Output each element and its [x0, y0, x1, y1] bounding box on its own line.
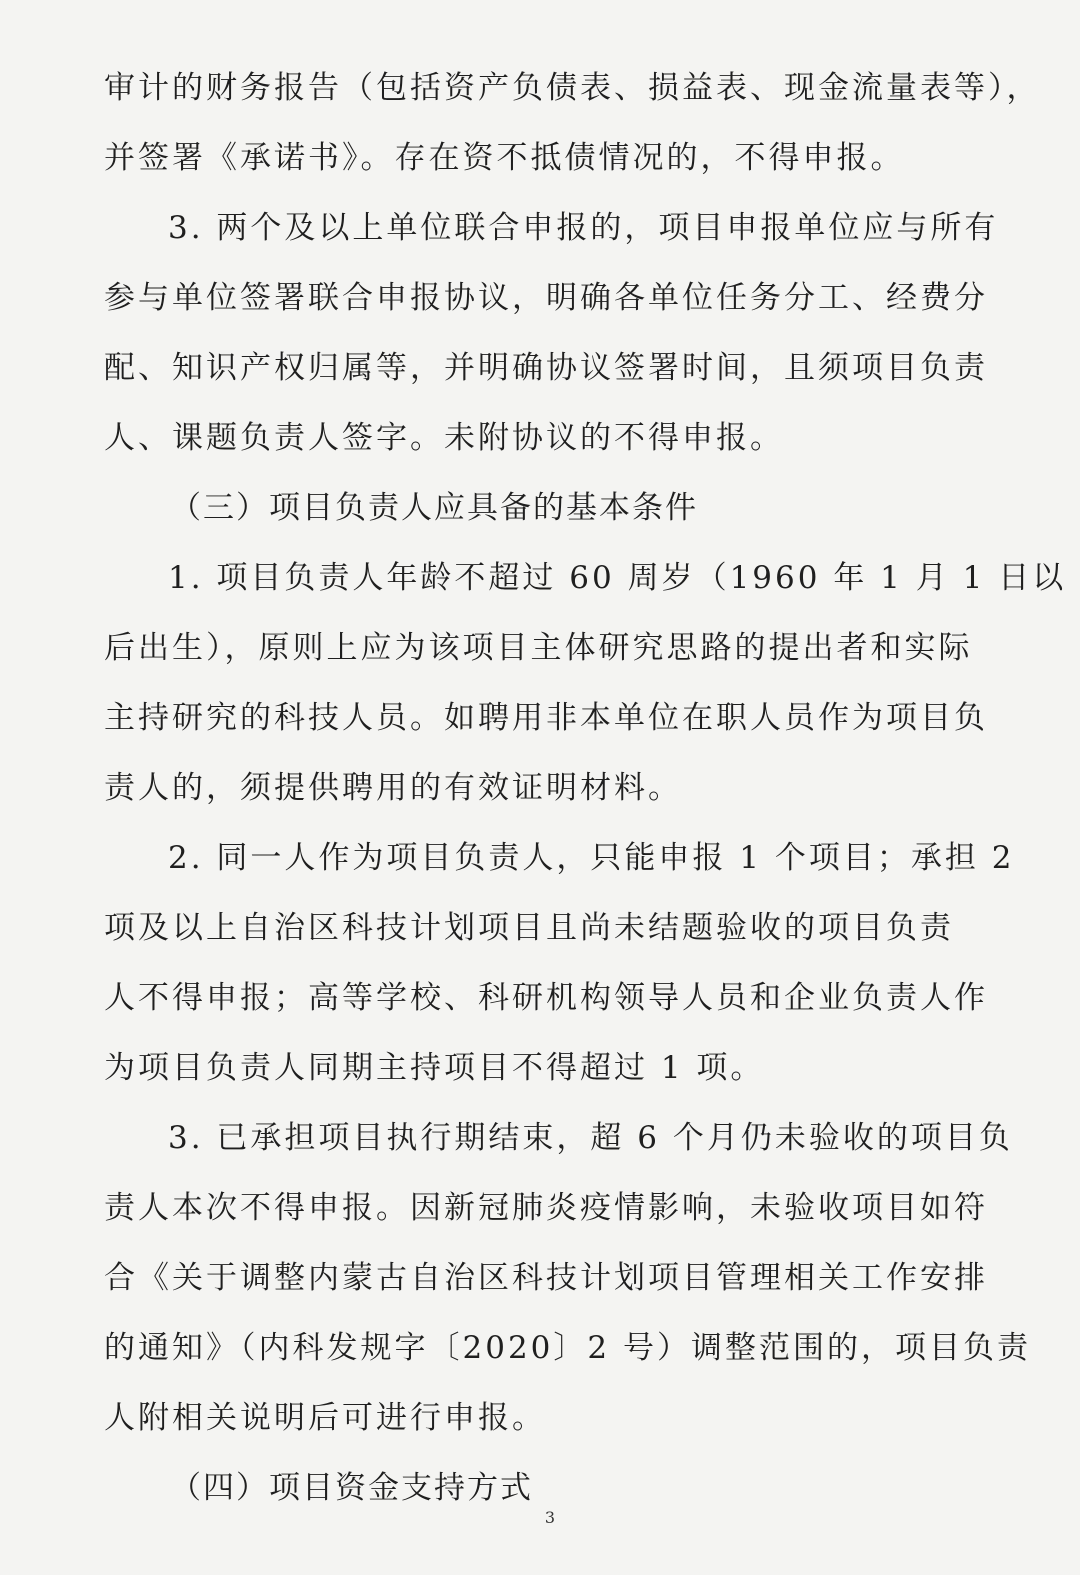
text-line: 后出生），原则上应为该项目主体研究思路的提出者和实际 [104, 630, 973, 666]
text-line: 的通知》（内科发规字〔2020〕2 号）调整范围的，项目负责 [104, 1330, 1031, 1366]
text-line: 审计的财务报告（包括资产负债表、损益表、现金流量表等）， [104, 70, 1041, 106]
text-line: 主持研究的科技人员。如聘用非本单位在职人员作为项目负 [104, 700, 988, 736]
section-heading: （三）项目负责人应具备的基本条件 [170, 490, 698, 526]
text-line: 2. 同一人作为项目负责人，只能申报 1 个项目；承担 2 [168, 840, 1015, 876]
text-line: 责人的，须提供聘用的有效证明材料。 [104, 770, 682, 806]
section-heading: （四）项目资金支持方式 [170, 1470, 533, 1506]
text-line: 1. 项目负责人年龄不超过 60 周岁（1960 年 1 月 1 日以 [168, 560, 1067, 596]
text-line: 并签署《承诺书》。存在资不抵债情况的，不得申报。 [104, 140, 905, 176]
text-line: 为项目负责人同期主持项目不得超过 1 项。 [104, 1050, 765, 1086]
text-line: 配、知识产权归属等，并明确协议签署时间，且须项目负责 [104, 350, 988, 386]
text-line: 3. 已承担项目执行期结束，超 6 个月仍未验收的项目负 [168, 1120, 1013, 1156]
text-line: 参与单位签署联合申报协议，明确各单位任务分工、经费分 [104, 280, 988, 316]
text-line: 3. 两个及以上单位联合申报的，项目申报单位应与所有 [168, 210, 999, 246]
text-line: 责人本次不得申报。因新冠肺炎疫情影响，未验收项目如符 [104, 1190, 988, 1226]
text-line: 人不得申报；高等学校、科研机构领导人员和企业负责人作 [104, 980, 988, 1016]
text-line: 合《关于调整内蒙古自治区科技计划项目管理相关工作安排 [104, 1260, 988, 1296]
text-line: 人、课题负责人签字。未附协议的不得申报。 [104, 420, 784, 456]
text-line: 项及以上自治区科技计划项目且尚未结题验收的项目负责 [104, 910, 954, 946]
page-number: 3 [544, 1508, 556, 1527]
text-line: 人附相关说明后可进行申报。 [104, 1400, 546, 1436]
